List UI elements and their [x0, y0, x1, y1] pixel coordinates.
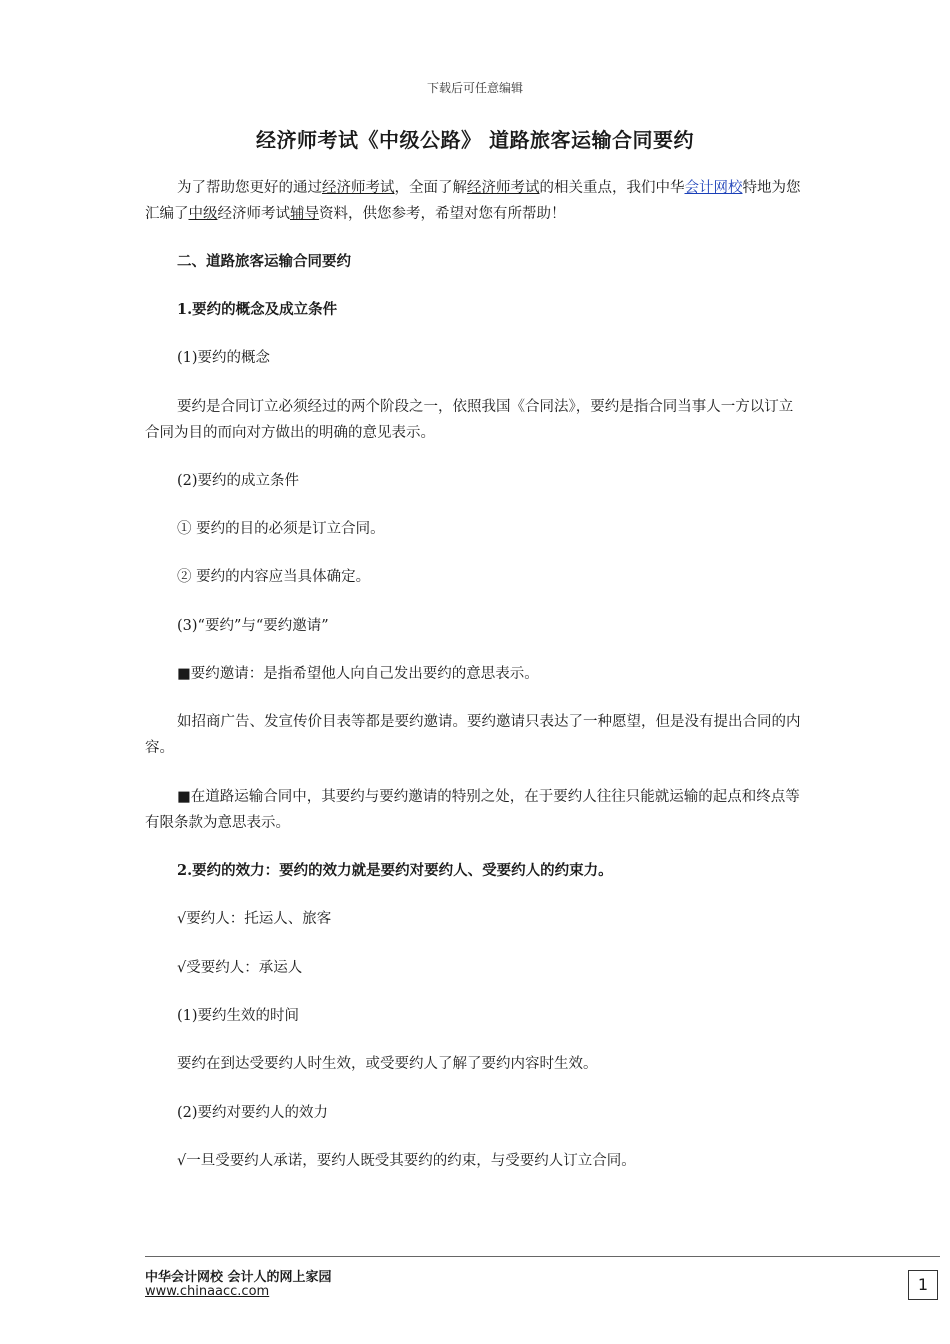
keyword-link[interactable]: 经济师考试 — [467, 180, 540, 196]
section-heading: 二、道路旅客运输合同要约 — [177, 253, 351, 270]
invitation-example: 如招商广告、发宣传价目表等都是要约邀请。要约邀请只表达了一种愿望，但是没有提出合同的内容。 — [145, 714, 801, 756]
effective-time-label: (1)要约生效的时间 — [177, 1008, 300, 1024]
intro-paragraph — [145, 175, 805, 227]
footer-url-link[interactable]: www.chinaacc.com — [145, 1284, 270, 1299]
footer-brand: 中华会计网校 会计人的网上家园 — [145, 1270, 332, 1285]
condition-item-1: ① 要约的目的必须是订立合同。 — [177, 521, 385, 537]
site-link[interactable]: 会计网校 — [684, 180, 743, 196]
conditions-label: (2)要约的成立条件 — [177, 473, 300, 489]
intro-text: 为了帮助您更好的通过 — [177, 180, 322, 196]
invitation-definition: ■要约邀请：是指希望他人向自己发出要约的意思表示。 — [177, 666, 539, 682]
intro-text: 资料，供您参考，希望对您有所帮助！ — [319, 206, 566, 222]
keyword-link[interactable]: 中级 — [188, 206, 218, 222]
keyword-link[interactable]: 经济师考试 — [322, 180, 395, 196]
footer-divider — [145, 1256, 940, 1257]
concept-paragraph: 要约是合同订立必须经过的两个阶段之一，依照我国《合同法》，要约是指合同当事人一方以订立合同为目的而向对方做出的明确的意见表示。 — [145, 399, 794, 441]
subheading-1: 1.要约的概念及成立条件 — [177, 301, 338, 318]
offeree-item: √受要约人：承运人 — [177, 960, 303, 976]
offer-vs-invitation-label: (3)“要约”与“要约邀请” — [177, 618, 329, 634]
offeror-item: √要约人：托运人、旅客 — [177, 911, 332, 927]
intro-text: ，全面了解 — [394, 180, 467, 196]
road-transport-note: ■在道路运输合同中，其要约与要约邀请的特别之处，在于要约人往往只能就运输的起点和终点等有限条款为意思表示。 — [145, 789, 800, 831]
subheading-2: 2.要约的效力：要约的效力就是要约对要约人、受要约人的约束力。 — [177, 862, 613, 879]
intro-text: 特地为您汇编了 — [145, 180, 801, 222]
keyword-link[interactable]: 辅导 — [290, 206, 319, 222]
effect-text: √一旦受要约人承诺，要约人既受其要约的约束，与受要约人订立合同。 — [177, 1153, 636, 1169]
effect-label: (2)要约对要约人的效力 — [177, 1105, 329, 1121]
page-number: 1 — [908, 1270, 938, 1300]
document-title: 经济师考试《中级公路》 道路旅客运输合同要约 — [256, 128, 694, 152]
header-note: 下载后可任意编辑 — [426, 81, 523, 95]
effective-time-text: 要约在到达受要约人时生效，或受要约人了解了要约内容时生效。 — [177, 1056, 598, 1072]
intro-text: 的相关重点，我们中华 — [539, 180, 685, 196]
concept-label: (1)要约的概念 — [177, 350, 271, 366]
intro-text: 经济师考试 — [217, 206, 290, 222]
condition-item-2: ② 要约的内容应当具体确定。 — [177, 569, 371, 585]
